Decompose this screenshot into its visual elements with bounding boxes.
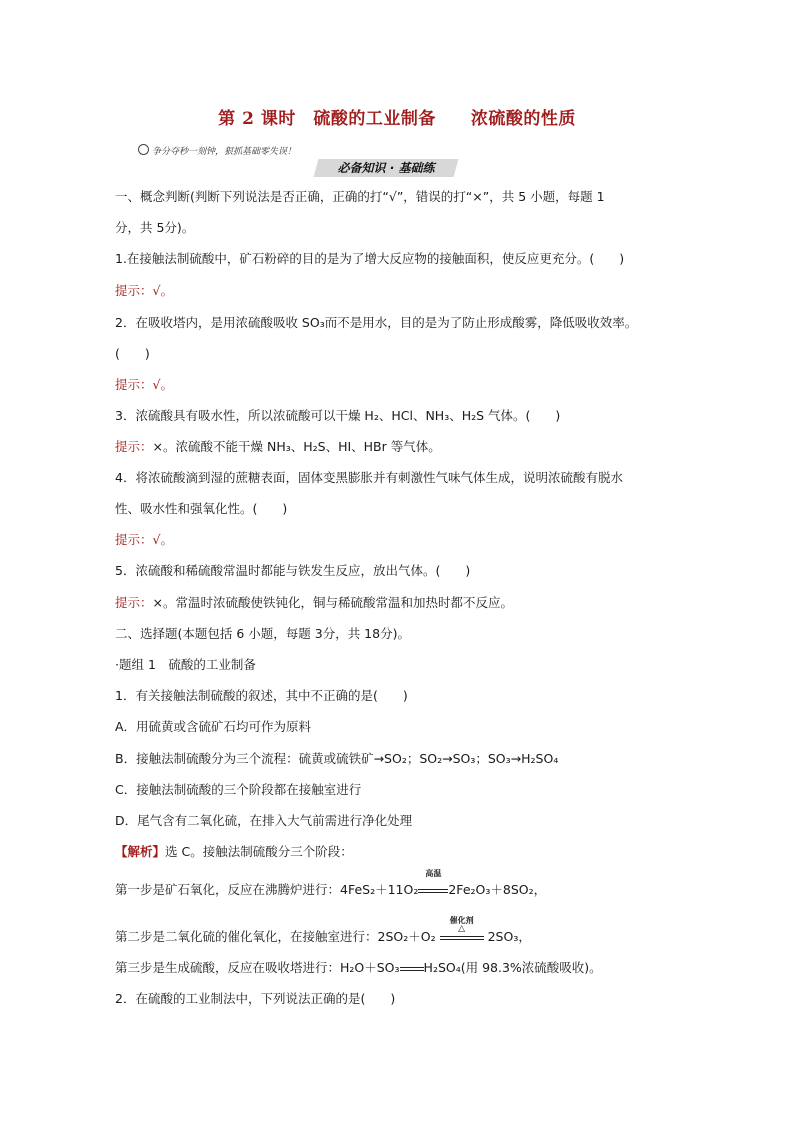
reaction-step-3 (115, 958, 602, 976)
hint-5-label: 提示： (115, 595, 153, 610)
equals-sign (418, 889, 448, 893)
hint-3-text: ×。浓硫酸不能干燥 NH₃、H₂S、HI、HBr 等气体。 (152, 439, 441, 454)
hint-5-text: ×。常温时浓硫酸使铁钝化，铜与稀硫酸常温和加热时都不反应。 (152, 595, 513, 610)
equals-symbol (400, 960, 424, 975)
question-3: 3．浓硫酸具有吸水性，所以浓硫酸可以干燥 H₂、HCl、NH₃、H₂S 气体。( ) (115, 408, 561, 423)
condition-label: 高温 (425, 869, 442, 878)
equals-sign (400, 967, 424, 971)
step2-reactants: 第二步是二氧化硫的催化氧化，在接触室进行：2SO₂＋O₂ (115, 929, 436, 944)
group-heading-1: ·题组 1 硫酸的工业制备 (115, 657, 256, 672)
mc-question-2: 2．在硫酸的工业制法中，下列说法正确的是( ) (115, 991, 396, 1006)
hint-3-label: 提示： (115, 439, 153, 454)
section-banner: 必备知识 · 基础练 (337, 161, 435, 175)
clock-icon (138, 144, 149, 155)
question-4-line1: 4．将浓硫酸滴到湿的蔗糖表面，固体变黑膨胀并有刺激性气味气体生成，说明浓硫酸有脱水 (115, 470, 623, 485)
question-2-line2: ( ) (115, 346, 150, 361)
question-5: 5．浓硫酸和稀硫酸常温时都能与铁发生反应，放出气体。( ) (115, 563, 471, 578)
step3-reactants: 第三步是生成硫酸，反应在吸收塔进行：H₂O＋SO₃ (115, 960, 400, 975)
hint-2: 提示：√。 (115, 377, 173, 392)
hint-4: 提示：√。 (115, 532, 173, 547)
option-c: C．接触法制硫酸的三个阶段都在接触室进行 (115, 782, 362, 797)
analysis-label: 【解析】 (115, 844, 166, 859)
mc-question-1: 1．有关接触法制硫酸的叙述，其中不正确的是( ) (115, 688, 408, 703)
reaction-step-1 (115, 869, 547, 898)
hint-5 (115, 593, 513, 611)
equals-sign (440, 936, 484, 940)
hint-1: 提示：√。 (115, 283, 173, 298)
page-title: 第 2 课时 硫酸的工业制备 浓硫酸的性质 (218, 109, 576, 129)
condition-catalyst (440, 916, 484, 944)
option-b: B．接触法制硫酸分为三个流程：硫黄或硫铁矿→SO₂；SO₂→SO₃；SO₃→H₂SO₄ (115, 751, 559, 766)
condition-high-temp (418, 869, 448, 897)
step3-products: H₂SO₄(用 98.3%浓硫酸吸收)。 (423, 960, 602, 975)
motto (138, 144, 296, 157)
heat-label: △ (458, 924, 466, 934)
question-2-line1: 2．在吸收塔内，是用浓硫酸吸收 SO₃而不是用水，目的是为了防止形成酸雾，降低吸收效率。 (115, 315, 638, 330)
option-d: D．尾气含有二氧化硫，在排入大气前需进行净化处理 (115, 813, 413, 828)
step2-products: 2SO₃， (487, 929, 531, 944)
question-4-line2: 性、吸水性和强氧化性。( ) (115, 501, 288, 516)
analysis-text: 选 C。接触法制硫酸分三个阶段： (165, 844, 353, 859)
option-a: A．用硫黄或含硫矿石均可作为原料 (115, 719, 312, 734)
step1-products: 2Fe₂O₃＋8SO₂， (448, 882, 547, 897)
hint-3 (115, 437, 441, 455)
reaction-step-2 (115, 916, 531, 945)
section2-heading: 二、选择题(本题包括 6 小题，每题 3分，共 18分)。 (115, 626, 410, 641)
catalyst-label: 催化剂 (449, 916, 474, 925)
analysis (115, 842, 353, 860)
question-1: 1.在接触法制硫酸中，矿石粉碎的目的是为了增大反应物的接触面积，使反应更充分。( ) (115, 251, 625, 266)
section1-heading-line1: 一、概念判断(判断下列说法是否正确，正确的打“√”，错误的打“×”，共 5 小题，每题 1 (115, 189, 605, 204)
section1-heading-line2: 分，共 5分)。 (115, 220, 195, 235)
motto-text: 争分夺秒一刻钟，狠抓基础零失误！ (152, 147, 297, 157)
step1-reactants: 第一步是矿石氧化，反应在沸腾炉进行：4FeS₂＋11O₂ (115, 882, 419, 897)
